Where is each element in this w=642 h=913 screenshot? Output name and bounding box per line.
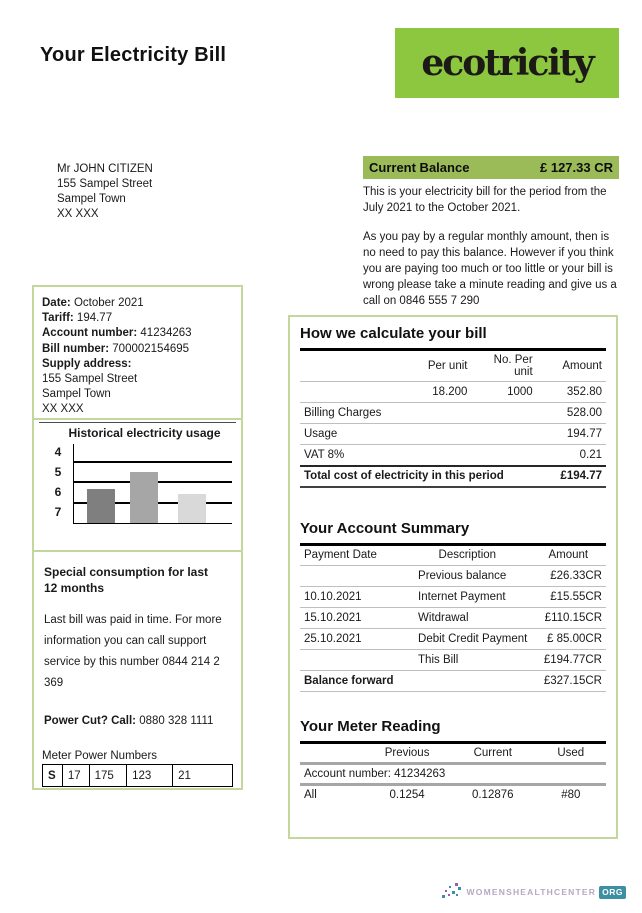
intro-paragraph-payment: As you pay by a regular monthly amount, then is no need to pay this balance. However if you think you are paying too much or too little or your bill is wrong please take a minute reading and give us a call on 0846 555 7 290: [363, 231, 617, 307]
col-per-unit: Per unit: [427, 360, 468, 372]
info-date: Date: October 2021: [42, 297, 144, 309]
special-consumption-heading: Special consumption for last 12 months: [44, 565, 209, 595]
recipient-address: [57, 162, 153, 222]
table-row: VAT 8% 0.21: [300, 445, 606, 466]
table-header-row: [300, 742, 606, 763]
bill-intro: [363, 184, 619, 309]
meter-reading-table: [300, 741, 606, 806]
power-cut-line: [44, 715, 231, 727]
meter-reading-title: Your Meter Reading: [300, 717, 441, 735]
recipient-postcode: XX XXX: [57, 208, 99, 220]
bill-calculation-panel: [288, 315, 618, 839]
balance-forward-label: Balance forward: [304, 674, 394, 687]
recipient-street: 155 Sampel Street: [57, 178, 153, 190]
usage-chart-frame: [39, 422, 236, 524]
table-row: This Bill £194.77CR: [300, 649, 606, 670]
usage-chart: [54, 444, 232, 524]
balance-forward-value: £327.15CR: [543, 674, 602, 687]
table-row: 25.10.2021 Debit Credit Payment £ 85.00CR: [300, 628, 606, 649]
info-tariff: Tariff: 194.77: [42, 312, 113, 325]
supply-address-postcode: XX XXX: [42, 403, 84, 416]
sparkle-dots-icon: [442, 882, 464, 902]
col-previous: Previous: [384, 746, 430, 759]
ecotricity-logo: [395, 28, 619, 98]
usage-chart-section: [34, 418, 241, 550]
y-axis-tick: 5: [54, 465, 62, 479]
col-current: Current: [473, 746, 512, 759]
info-bill-number: Bill number: 700002154695: [42, 342, 190, 355]
usage-bar-3: [178, 494, 206, 523]
col-description: Description: [438, 549, 497, 561]
usage-bar-2: [130, 472, 158, 523]
table-row: 18.200 1000 352.80: [300, 382, 606, 403]
col-payment-date: Payment Date: [304, 549, 377, 561]
table-row: All 0.1254 0.12876 #80: [304, 789, 581, 802]
power-cut-number: 0880 328 1111: [136, 715, 214, 727]
special-consumption-section: [34, 550, 241, 746]
meter-power-numbers-table: [42, 764, 233, 787]
meter-cell-s: S: [43, 765, 63, 787]
gridline: [74, 461, 232, 463]
col-used: Used: [557, 746, 585, 759]
account-summary-table: [300, 543, 606, 692]
footer-brand-text: WOMENSHEALTHCENTER: [466, 887, 597, 897]
footer-brand: [442, 882, 626, 902]
total-row: [300, 466, 606, 487]
usage-chart-plot-area: [54, 444, 232, 524]
meter-cell: 21: [173, 765, 233, 787]
current-balance-label: Current Balance: [369, 160, 470, 175]
supply-address-town: Sampel Town: [42, 388, 111, 401]
meter-cell: 175: [89, 765, 127, 787]
meter-cell: 123: [127, 765, 173, 787]
current-balance-amount: £ 127.33 CR: [540, 160, 613, 175]
meter-power-numbers-label: Meter Power Numbers: [42, 750, 158, 762]
recipient-name: Mr JOHN CITIZEN: [57, 163, 153, 175]
calc-table: [300, 348, 606, 488]
table-row: Previous balance £26.33CR: [300, 565, 606, 586]
table-row: Billing Charges 528.00: [300, 403, 606, 424]
balance-forward-row: [300, 670, 606, 691]
table-row: [43, 765, 233, 787]
supply-address-street: 155 Sampel Street: [42, 373, 138, 386]
table-row: Usage 194.77: [300, 424, 606, 445]
account-number-row: Account number: 41234263: [300, 763, 606, 784]
account-info-section: [34, 287, 241, 418]
table-row: 10.10.2021 Internet Payment £15.55CR: [300, 586, 606, 607]
y-axis-tick: 6: [54, 485, 62, 499]
meter-cell: 17: [62, 765, 89, 787]
info-supply-address-label: Supply address:: [42, 357, 132, 370]
col-amount: Amount: [548, 549, 589, 561]
y-axis-tick: 4: [54, 445, 62, 459]
special-consumption-body: Last bill was paid in time. For more information you can call support service by this number 0844 214 2 369: [44, 614, 222, 689]
current-balance-bar: [363, 156, 619, 179]
table-header-row: [300, 544, 606, 565]
table-row: 15.10.2021 Witdrawal £110.15CR: [300, 607, 606, 628]
power-cut-label: Power Cut? Call:: [44, 715, 137, 727]
intro-paragraph-period: This is your electricity bill for the period from the July 2021 to the October 2021.: [363, 186, 607, 214]
total-label: Total cost of electricity in this period: [304, 470, 504, 482]
calc-table-title: How we calculate your bill: [300, 325, 487, 342]
footer-org-badge: ORG: [599, 886, 626, 899]
ecotricity-logo-text: ecotricity: [421, 42, 593, 84]
meter-power-numbers-section: [34, 746, 241, 787]
usage-chart-title: Historical electricity usage: [68, 426, 221, 440]
usage-bar-1: [87, 489, 115, 523]
info-account-number: Account number: 41234263: [42, 327, 192, 340]
total-value: £194.77: [560, 470, 602, 482]
recipient-town: Sampel Town: [57, 193, 126, 205]
table-header-row: [300, 350, 606, 382]
col-amount: Amount: [562, 360, 602, 372]
account-summary-title: Your Account Summary: [300, 519, 470, 537]
col-no-per-unit: No. Per unit: [493, 354, 533, 378]
page-title: Your Electricity Bill: [40, 44, 227, 66]
y-axis-tick: 7: [54, 505, 62, 519]
account-details-panel: [32, 285, 243, 790]
